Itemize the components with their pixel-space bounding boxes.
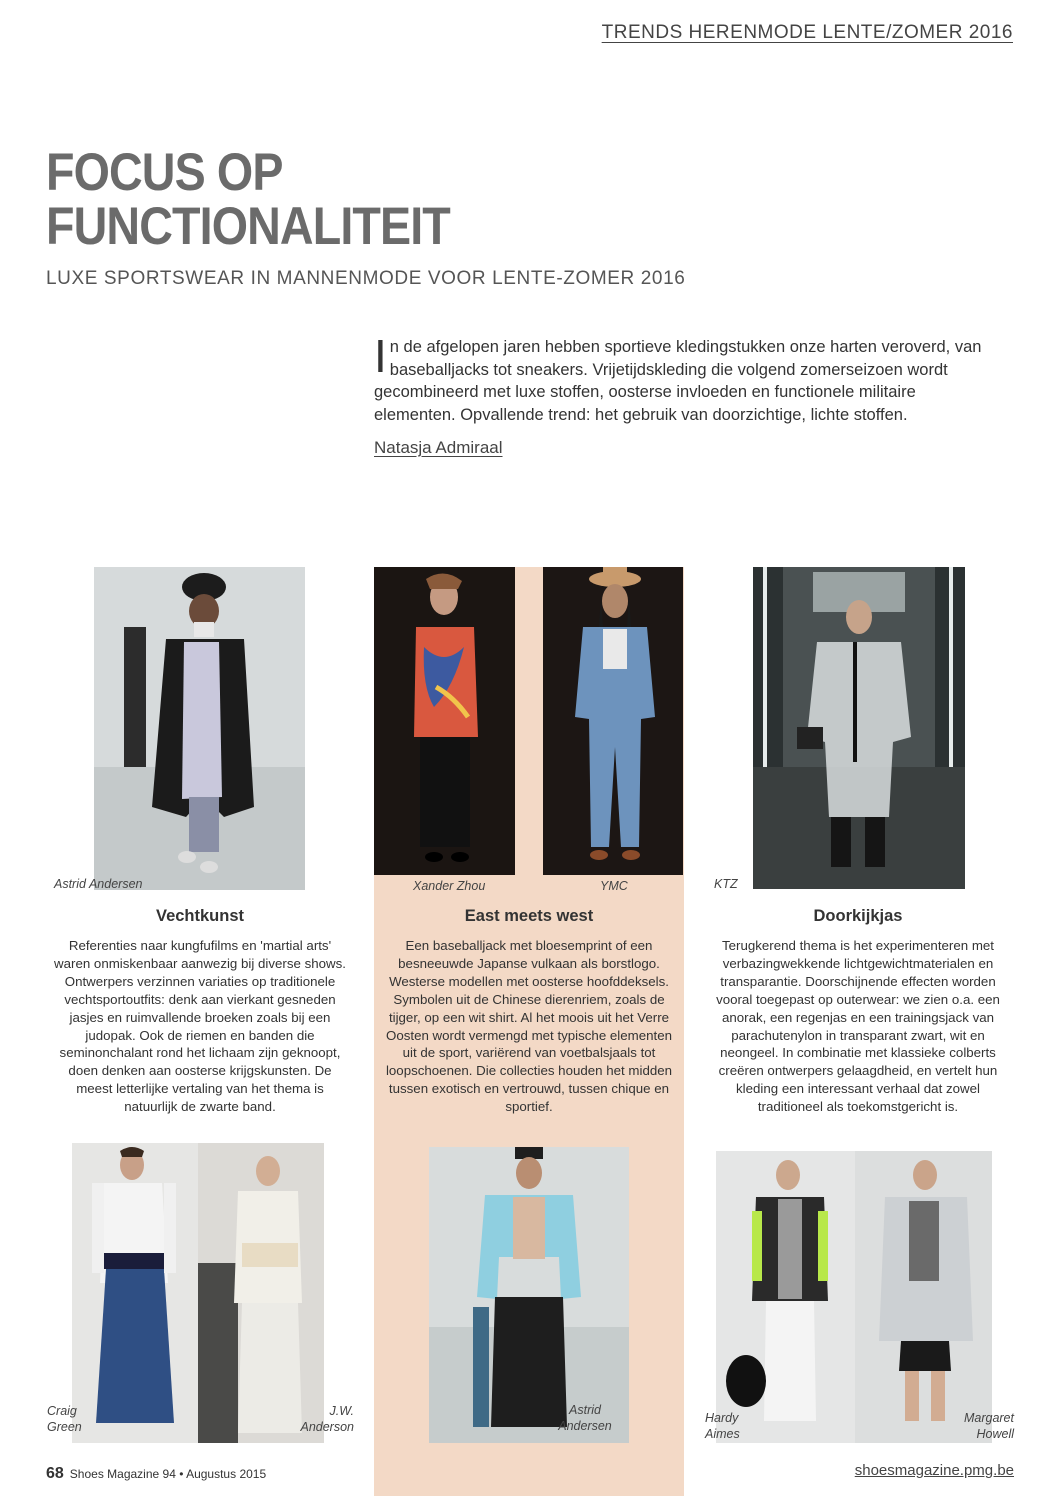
caption-craig-line1: Craig xyxy=(47,1404,77,1418)
photo-hardy-aimes xyxy=(716,1151,855,1443)
photo-craig-green xyxy=(72,1143,198,1443)
caption-margaret-howell xyxy=(940,1410,1014,1442)
caption-hardy-line1: Hardy xyxy=(705,1411,739,1425)
photo-jw-anderson xyxy=(198,1143,324,1443)
caption-jw-line1: J.W. xyxy=(329,1404,354,1418)
website-link[interactable]: shoesmagazine.pmg.be xyxy=(854,1462,1014,1479)
photo-astrid-andersen-bottom xyxy=(429,1147,629,1443)
caption-craig-line2: Green xyxy=(47,1420,82,1434)
intro-text: n de afgelopen jaren hebben sportieve kledingstukken onze harten veroverd, van baseballjacks tot sneakers. Vrijetijdskleding die volgend zomerseizoen wordt gecombineerd met luxe stoffen, oosterse invloeden en functionele militaire elementen. Opvallende trend: het gebruik van doorzichtige, lichte stoffen. xyxy=(374,338,982,424)
column-text-doorkijkjas: Terugkerend thema is het experimenteren met verbazingwekkende lichtgewichtmaterialen en transparantie. Doorschijnende effecten worden vooral toegepast op outerwear: we zien o.a. een anorak, een regenjas en een trainingsjack van parachutenylon in transparant zwart, wit en neongeel. In combinatie met klassieke colberts creëren ontwerpers gelaagdheid, en vertelt hun kleding een interessant verhaal dat zowel traditioneel als toekomstgericht is. xyxy=(716,938,1000,1115)
caption-astrid-line2: Andersen xyxy=(558,1419,612,1433)
title-line-1: FOCUS OP xyxy=(46,143,283,202)
page-number: 68 xyxy=(46,1465,64,1482)
column-text-east-meets-west: Een baseballjack met bloesemprint of een besneeuwde Japanse vulkaan als borstlogo. Westerse modellen met oosterse hoofddeksels. Symbolen uit de Chinese dierenriem, zoals de tijger, op een wit shirt. Al het moois uit het Verre Oosten wordt vermengd met typische elementen uit de sport, variërend van voetbalsjaals tot loopschoenen. Die collecties houden het midden tussen exotisch en vertrouwd, tussen chique en sportief. xyxy=(385,938,673,1115)
caption-margaret-line2: Howell xyxy=(976,1427,1014,1441)
caption-xander-zhou: Xander Zhou xyxy=(413,879,486,893)
page-subtitle: LUXE SPORTSWEAR IN MANNENMODE VOOR LENTE-ZOMER 2016 xyxy=(46,268,686,289)
caption-hardy-line2: Aimes xyxy=(705,1427,740,1441)
title-line-2: FUNCTIONALITEIT xyxy=(46,197,450,256)
intro-paragraph xyxy=(374,330,994,426)
column-title-vechtkunst: Vechtkunst xyxy=(155,907,245,925)
column-text-vechtkunst: Referenties naar kungfufilms en 'martial arts' waren onmiskenbaar aanwezig bij diverse shows. Ontwerpers verzinnen variaties op traditionele vechtsportoutfits: denk aan vierkant gesneden jasjes en ruimvallende broeken zoals bij een judopak. Ook de riemen en banden die seminonchalant rond het lichaam zijn geknoopt, doen denken aan oosterse krijgskunsten. De meest letterlijke vertaling van het thema is natuurlijk de zwarte band. xyxy=(54,938,346,1115)
intro-dropcap: I xyxy=(374,330,387,382)
caption-astrid-andersen-top: Astrid Andersen xyxy=(54,877,143,891)
photo-ktz xyxy=(753,567,965,889)
photo-ymc xyxy=(543,567,683,875)
caption-ymc: YMC xyxy=(600,879,628,893)
magazine-issue: Shoes Magazine 94 • Augustus 2015 xyxy=(69,1467,267,1481)
caption-jw-anderson xyxy=(290,1403,354,1435)
column-title-doorkijkjas: Doorkijkjas xyxy=(813,907,903,925)
photo-astrid-andersen-top xyxy=(94,567,305,890)
page-title xyxy=(46,143,450,256)
caption-craig-green xyxy=(47,1403,82,1435)
caption-hardy-aimes xyxy=(705,1410,740,1442)
caption-jw-line2: Anderson xyxy=(300,1420,354,1434)
footer-page-info xyxy=(46,1465,266,1483)
caption-astrid-andersen-bottom xyxy=(552,1402,618,1434)
caption-margaret-line1: Margaret xyxy=(963,1411,1014,1425)
section-header: TRENDS HERENMODE LENTE/ZOMER 2016 xyxy=(601,22,1013,43)
photo-xander-zhou xyxy=(374,567,515,875)
column-title-east-meets-west: East meets west xyxy=(464,907,594,925)
photo-margaret-howell xyxy=(855,1151,992,1443)
author-byline: Natasja Admiraal xyxy=(374,438,503,457)
caption-ktz: KTZ xyxy=(714,877,738,891)
caption-astrid-line1: Astrid xyxy=(569,1403,601,1417)
